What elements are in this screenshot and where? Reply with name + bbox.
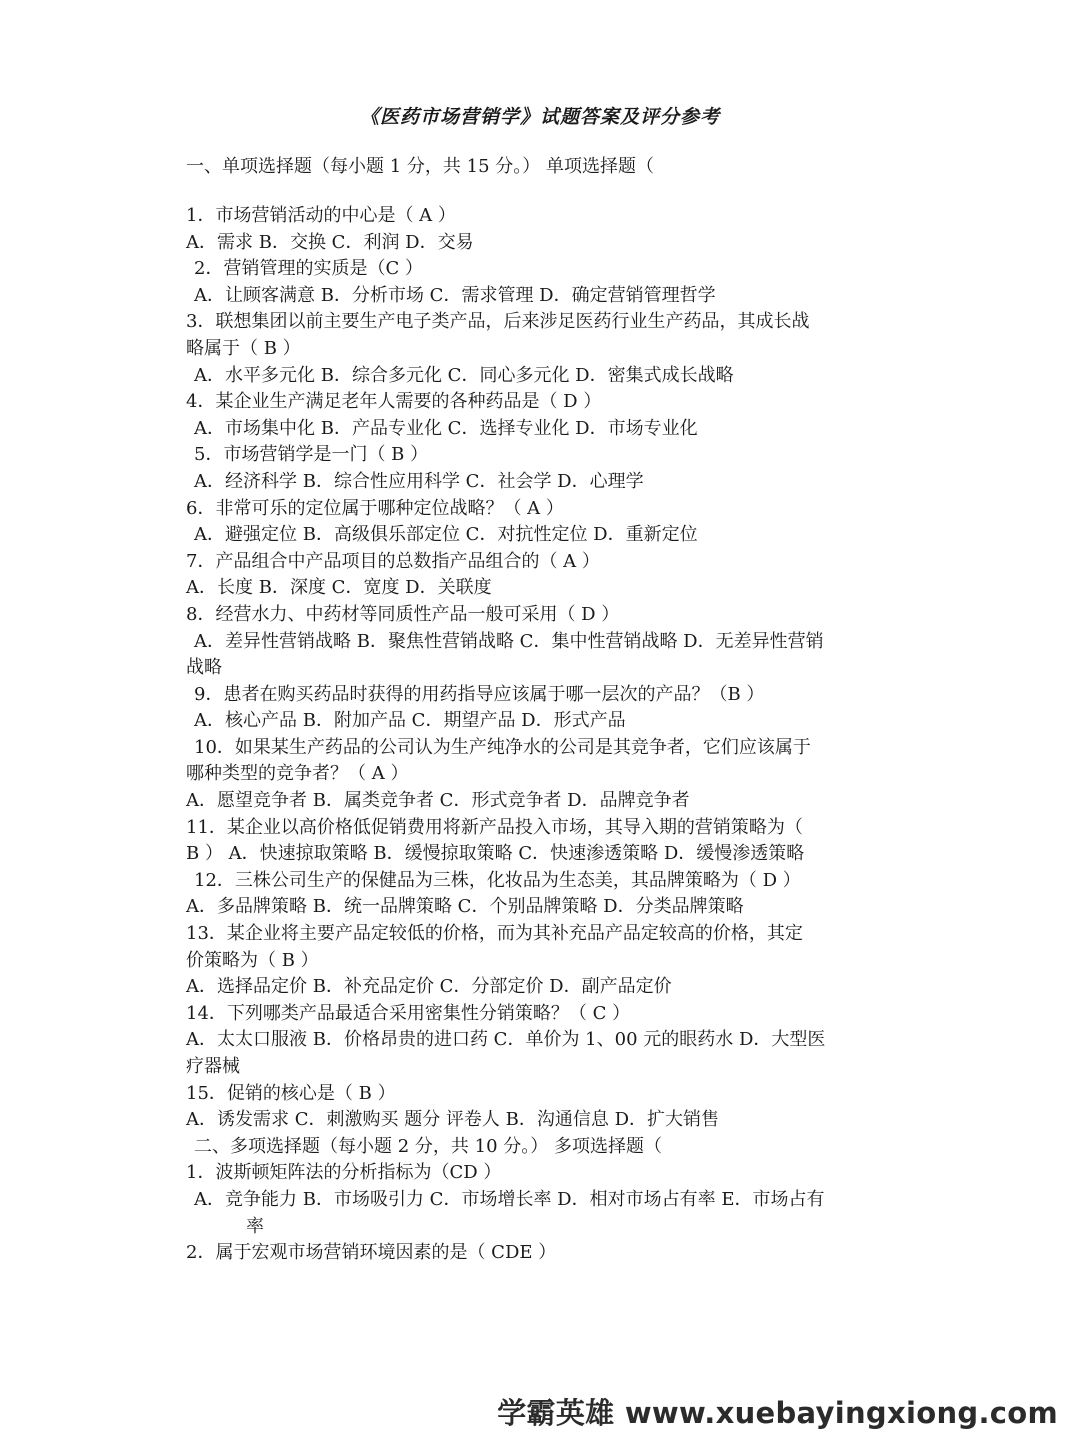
text-line: A．让顾客满意 B．分析市场 C．需求管理 D．确定营销管理哲学 [194, 284, 716, 306]
text-line: 哪种类型的竞争者？（ A ） [186, 763, 409, 785]
text-line: 11．某企业以高价格低促销费用将新产品投入市场，其导入期的营销策略为（ [186, 816, 803, 838]
text-line: 1．市场营销活动的中心是（ A ） [186, 205, 456, 226]
site-watermark: 学霸英雄 www.xuebayingxiong.com [497, 1396, 1058, 1430]
text-line: 价策略为（ B ） [186, 949, 319, 971]
text-line: 6．非常可乐的定位属于哪种定位战略？（ A ） [186, 497, 564, 519]
text-line: 14．下列哪类产品最适合采用密集性分销策略？（ C ） [186, 1002, 631, 1024]
text-line: 2．营销管理的实质是（C ） [194, 258, 423, 280]
text-line: 7．产品组合中产品项目的总数指产品组合的（ A ） [186, 550, 600, 572]
text-line: A．愿望竞争者 B．属类竞争者 C．形式竞争者 D．品牌竞争者 [186, 790, 690, 812]
text-line: A．选择品定价 B．补充品定价 C．分部定价 D．副产品定价 [186, 976, 672, 998]
question-list [186, 203, 898, 1267]
text-line: 略属于（ B ） [186, 337, 301, 359]
text-line: 13．某企业将主要产品定较低的价格，而为其补充品产品定较高的价格，其定 [186, 923, 803, 945]
text-line: A．避强定位 B．高级俱乐部定位 C．对抗性定位 D．重新定位 [194, 524, 698, 546]
text-line: 1．波斯顿矩阵法的分析指标为（CD ） [186, 1162, 502, 1184]
text-line: 疗器械 [186, 1056, 240, 1077]
text-line: A．差异性营销战略 B．聚焦性营销战略 C．集中性营销战略 D．无差异性营销 [194, 630, 824, 652]
text-line: A．诱发需求 C．刺激购买 题分 评卷人 B．沟通信息 D．扩大销售 [186, 1109, 720, 1131]
text-line: 4．某企业生产满足老年人需要的各种药品是（ D ） [186, 391, 602, 413]
text-line: 5．市场营销学是一门（ B ） [194, 444, 429, 466]
document-title: 《医药市场营销学》试题答案及评分参考 [359, 106, 720, 128]
text-line: 15．促销的核心是（ B ） [186, 1082, 396, 1104]
text-line: 10．如果某生产药品的公司认为生产纯净水的公司是其竞争者，它们应该属于 [194, 736, 811, 758]
text-line: 12．三株公司生产的保健品为三株，化妆品为生态美，其品牌策略为（ D ） [194, 869, 801, 891]
section-heading-single-choice: 一、单项选择题（每小题 1 分，共 15 分。） 单项选择题（ [186, 156, 654, 177]
text-line: A．需求 B．交换 C．利润 D．交易 [186, 231, 474, 253]
text-line: A．竞争能力 B．市场吸引力 C．市场增长率 D．相对市场占有率 E．市场占有 [194, 1188, 825, 1210]
text-line: A．核心产品 B．附加产品 C．期望产品 D．形式产品 [194, 710, 626, 732]
text-line: A．太太口服液 B．价格昂贵的进口药 C．单价为 1、00 元的眼药水 D．大型医 [186, 1029, 826, 1051]
text-line: 3．联想集团以前主要生产电子类产品，后来涉足医药行业生产药品，其成长战 [186, 311, 810, 333]
text-line: A．经济科学 B．综合性应用科学 C．社会学 D．心理学 [194, 470, 644, 492]
text-line: 二、多项选择题（每小题 2 分，共 10 分。） 多项选择题（ [194, 1135, 662, 1157]
text-line: A．水平多元化 B．综合多元化 C．同心多元化 D．密集式成长战略 [194, 364, 734, 386]
text-line: B ） A．快速掠取策略 B．缓慢掠取策略 C．快速渗透策略 D．缓慢渗透策略 [186, 843, 805, 865]
text-line: A．市场集中化 B．产品专业化 C．选择专业化 D．市场专业化 [194, 417, 698, 439]
text-line: 8．经营水力、中药材等同质性产品一般可采用（ D ） [186, 603, 620, 625]
text-line: A．长度 B．深度 C．宽度 D．关联度 [186, 577, 492, 599]
text-line: 2．属于宏观市场营销环境因素的是（ CDE ） [186, 1242, 557, 1264]
text-line: A．多品牌策略 B．统一品牌策略 C．个别品牌策略 D．分类品牌策略 [186, 896, 744, 918]
text-line: 战略 [186, 657, 222, 679]
text-line: 率 [246, 1215, 264, 1237]
text-line: 9．患者在购买药品时获得的用药指导应该属于哪一层次的产品？（B ） [194, 683, 765, 705]
